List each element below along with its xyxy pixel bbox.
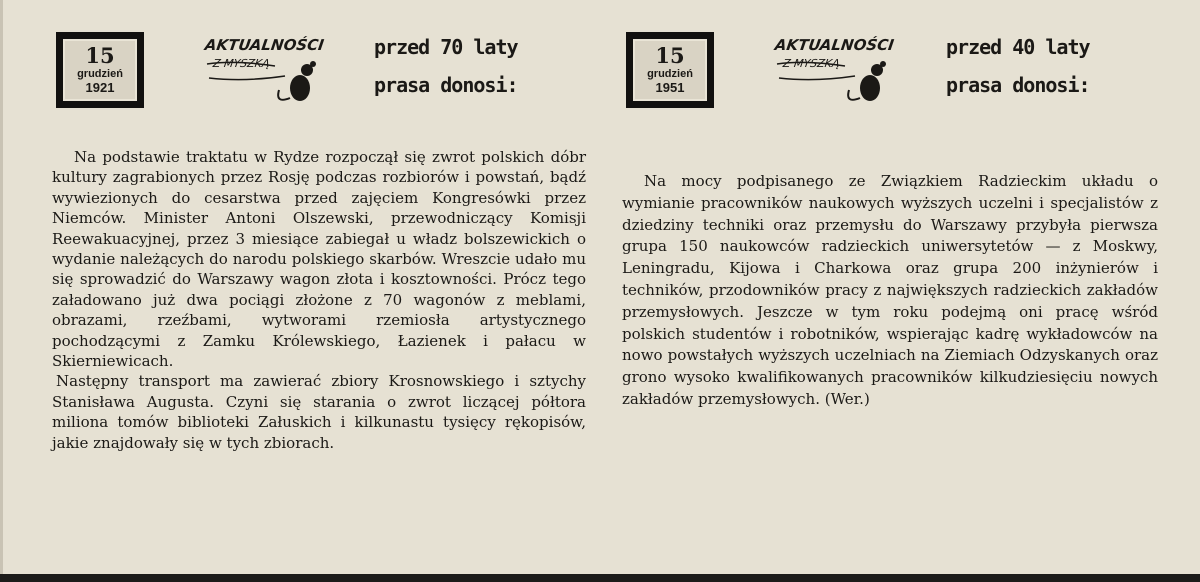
left-paragraph-1: Na podstawie traktatu w Rydze rozpoczął się zwrot polskich dóbr kultury zagrabionych przez Rosję podczas rozbiorów i powstań, bądź wywiezionych do cesarstwa przed zajęciem Kongresówki przez Niemców. Minister Antoni Olszewski, przewodniczący Komisji Reewakuacyjnej, przez 3 miesiące zabiegał u władz bolszewickich o wydanie należących do narodu polskiego skarbów. Wreszcie udało mu się sprowadzić do Warszawy wagon złota i kosztowności. Prócz tego załadowano już dwa pociągi złożone z 70 wagonów z meblami, obrazami, rzeźbami, wytworami rzemiosła artystycznego pochodzącymi z Zamku Królewskiego, Łazienek i pałacu w Skierniewicach. [52,148,586,371]
left-logo [205,36,325,106]
left-body [52,147,586,453]
page-edge [0,0,3,582]
right-date-month: grudzień [647,68,693,80]
left-date-month: grudzień [77,68,123,80]
right-heading-line2: prasa donosi: [946,73,1090,97]
left-date-box [56,32,144,108]
right-date-day: 15 [655,43,685,68]
right-paragraph-1: Na mocy podpisanego ze Związkiem Radzieckim układu o wymianie pracowników naukowych wyższych uczelni i specjalistów z dziedziny techniki oraz przemysłu do Warszawy przybyła pierwsza grupa 150 naukowców radzieckich uniwersytetów — z Moskwy, Leningradu, Kijowa i Charkowa oraz grupa 200 inżynierów i techników, przodowników pracy z największych radzieckich zakładów przemysłowych. Jeszcze w tym roku podejmą oni pracę wśród polskich studentów i robotników, wspierając kadrę wykładowców na nowo powstałych wyższych uczelniach na Ziemiach Odzyskanych oraz grono wysoko kwalifikowanych pracowników kilkudziesięciu nowych zakładów przemysłowych. (Wer.) [622,172,1158,408]
right-date-year: 1951 [655,80,685,95]
right-heading [946,34,1090,98]
right-body [622,171,1158,411]
left-heading-line1: przed 70 laty [374,35,518,59]
right-heading-line1: przed 40 laty [946,35,1090,59]
page-bottom-border [0,574,1200,582]
left-logo-line1: AKTUALNOŚCI [203,36,326,54]
left-logo-line2: Z MYSZKĄ [212,57,271,70]
right-date-box [626,32,714,108]
right-logo-line1: AKTUALNOŚCI [773,36,896,54]
left-date-day: 15 [85,43,115,68]
right-logo-line2: Z MYSZKĄ [782,57,841,70]
left-paragraph-2: Następny transport ma zawierać zbiory Krosnowskiego i sztychy Stanisława Augusta. Czyni się starania o zwrot liczącej półtora miliona tomów biblioteki Załuskich i kilkunastu tysięcy rękopisów, jakie znajdowały się w tych zbiorach. [52,372,586,452]
left-heading-line2: prasa donosi: [374,73,518,97]
left-heading [374,34,518,98]
right-logo [775,36,895,106]
left-date-year: 1921 [85,80,115,95]
